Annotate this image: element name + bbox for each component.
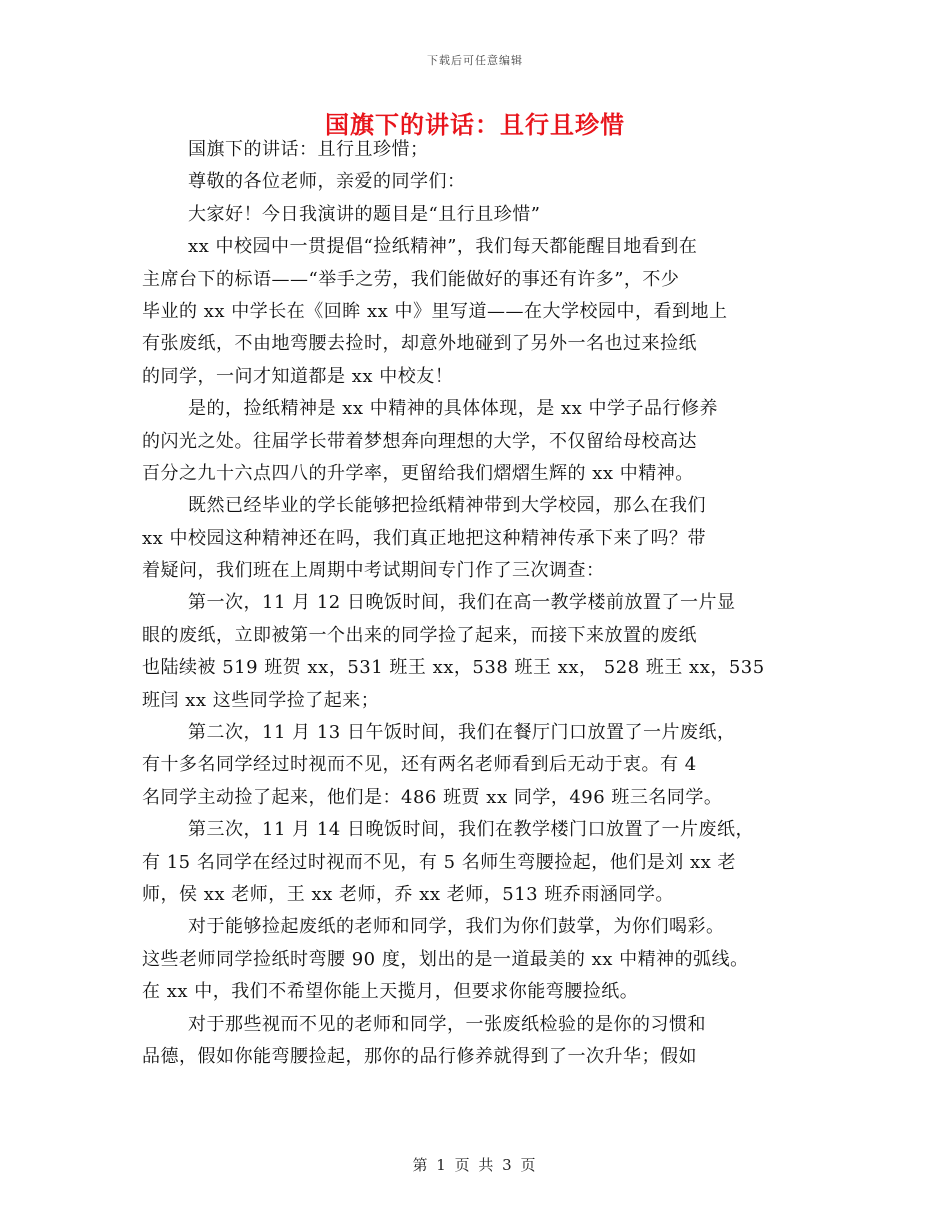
text-line: 国旗下的讲话：且行且珍惜；: [188, 139, 429, 160]
text-line: 班闫 xx 这些同学捡了起来；: [142, 689, 380, 711]
text-line: 尊敬的各位老师，亲爱的同学们：: [188, 171, 466, 193]
document-title: 国旗下的讲话：且行且珍惜: [325, 110, 625, 139]
text-line: 第一次，11 月 12 日晚饭时间，我们在高一教学楼前放置了一片显: [188, 592, 736, 614]
text-line: 对于能够捡起废纸的老师和同学，我们为你们鼓掌，为你们喝彩。: [188, 916, 725, 938]
document-body: [142, 134, 812, 1073]
text-line: 第二次，11 月 13 日午饭时间，我们在餐厅门口放置了一片废纸，: [188, 722, 736, 744]
text-line: 既然已经毕业的学长能够把捡纸精神带到大学校园，那么在我们: [188, 495, 706, 517]
page-footer: 第 1 页 共 3 页: [412, 1156, 538, 1174]
text-line: 的同学，一问才知道都是 xx 中校友！: [142, 365, 454, 387]
text-line: 也陆续被 519 班贺 xx，531 班王 xx，538 班王 xx， 528 班王 xx，535: [142, 657, 765, 679]
text-line: xx 中校园这种精神还在吗，我们真正地把这种精神传承下来了吗？带: [142, 527, 707, 549]
text-line: 品德，假如你能弯腰捡起，那你的品行修养就得到了一次升华；假如: [142, 1045, 697, 1067]
text-line: 有 15 名同学在经过时视而不见，有 5 名师生弯腰捡起，他们是刘 xx 老: [142, 851, 736, 873]
text-line: 是的，捡纸精神是 xx 中精神的具体体现，是 xx 中学子品行修养: [188, 398, 718, 420]
text-line: 着疑问，我们班在上周期中考试期间专门作了三次调查：: [142, 560, 605, 582]
text-line: 主席台下的标语——“举手之劳，我们能做好的事还有许多”，不少: [142, 268, 680, 290]
text-line: 第三次，11 月 14 日晚饭时间，我们在教学楼门口放置了一片废纸，: [188, 819, 754, 841]
text-line: 百分之九十六点四八的升学率，更留给我们熠熠生辉的 xx 中精神。: [142, 462, 694, 484]
text-line: 名同学主动捡了起来，他们是：486 班贾 xx 同学，496 班三名同学。: [142, 786, 723, 808]
text-line: xx 中校园中一贯提倡“捡纸精神”，我们每天都能醒目地看到在: [188, 236, 698, 258]
text-line: 眼的废纸，立即被第一个出来的同学捡了起来，而接下来放置的废纸: [142, 624, 697, 646]
text-line: 有张废纸，不由地弯腰去捡时，却意外地碰到了另外一名也过来捡纸: [142, 333, 697, 355]
text-line: 这些老师同学捡纸时弯腰 90 度，划出的是一道最美的 xx 中精神的弧线。: [142, 948, 749, 970]
text-line: 有十多名同学经过时视而不见，还有两名老师看到后无动于衷。有 4: [142, 754, 697, 776]
text-line: 对于那些视而不见的老师和同学，一张废纸检验的是你的习惯和: [188, 1013, 706, 1035]
header-note: 下载后可任意编辑: [427, 54, 523, 67]
text-line: 毕业的 xx 中学长在《回眸 xx 中》里写道——在大学校园中，看到地上: [142, 300, 728, 322]
text-line: 在 xx 中，我们不希望你能上天揽月，但要求你能弯腰捡纸。: [142, 981, 639, 1003]
text-line: 的闪光之处。往届学长带着梦想奔向理想的大学，不仅留给母校高达: [142, 430, 697, 452]
text-line: 师，侯 xx 老师，王 xx 老师，乔 xx 老师，513 班乔雨涵同学。: [142, 883, 674, 905]
text-line: 大家好！今日我演讲的题目是“且行且珍惜”: [188, 203, 541, 225]
